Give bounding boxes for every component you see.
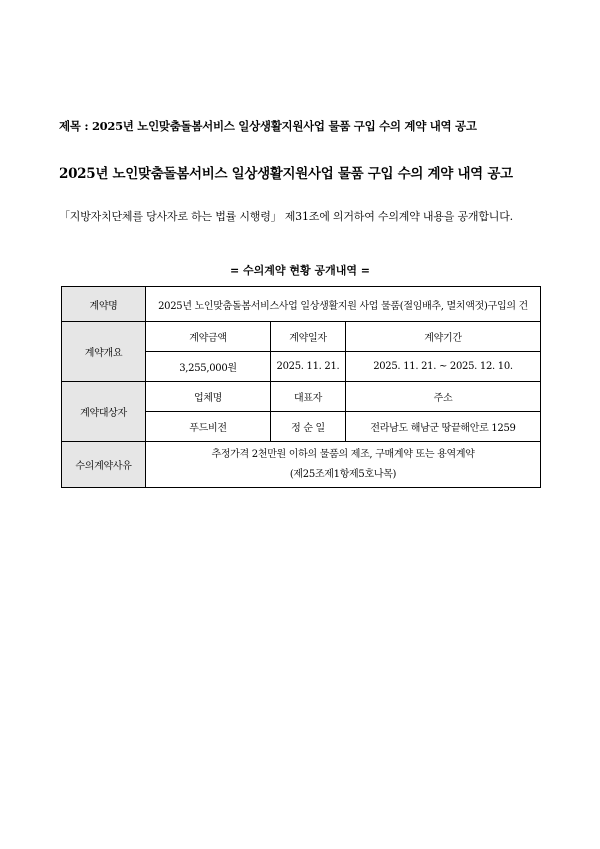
contract-disclosure-table — [61, 286, 541, 488]
reason-cell — [146, 442, 541, 488]
contract-name-label: 계약명 — [62, 287, 146, 322]
reason-label: 수의계약사유 — [62, 442, 146, 488]
address-header: 주소 — [346, 382, 541, 412]
reason-line-1: 추정가격 2천만원 이하의 물품의 제조, 구매계약 또는 용역계약 — [211, 448, 475, 460]
table-caption: = 수의계약 현황 공개내역 = — [229, 264, 370, 277]
address-value: 전라남도 해남군 땅끝해안로 1259 — [346, 412, 541, 442]
contract-period-value: 2025. 11. 21. ~ 2025. 12. 10. — [346, 352, 541, 382]
contract-name-value: 2025년 노인맞춤돌봄서비스사업 일상생활지원 사업 물품(절임배추, 멸치액젓)구입의 건 — [146, 287, 541, 322]
company-name-header: 업체명 — [146, 382, 271, 412]
company-name-value: 푸드비전 — [146, 412, 271, 442]
party-header-row — [62, 382, 541, 412]
notice-subject: 제목 : 2025년 노인맞춤돌봄서비스 일상생활지원사업 물품 구입 수의 계약 내역 공고 — [59, 119, 477, 133]
overview-label: 계약개요 — [62, 322, 146, 382]
party-label: 계약대상자 — [62, 382, 146, 442]
reason-line-2: (제25조제1항제5호나목) — [289, 468, 397, 480]
intro-paragraph: 「지방자치단체를 당사자로 하는 법률 시행령」 제31조에 의거하여 수의계약 내용을 공개합니다. — [59, 210, 513, 223]
contract-amount-value: 3,255,000원 — [146, 352, 271, 382]
overview-header-row — [62, 322, 541, 352]
representative-header: 대표자 — [271, 382, 346, 412]
contract-amount-header: 계약금액 — [146, 322, 271, 352]
contract-date-header: 계약일자 — [271, 322, 346, 352]
representative-value: 정 순 일 — [271, 412, 346, 442]
contract-name-row — [62, 287, 541, 322]
notice-title: 2025년 노인맞춤돌봄서비스 일상생활지원사업 물품 구입 수의 계약 내역 공고 — [59, 166, 513, 182]
contract-date-value: 2025. 11. 21. — [271, 352, 346, 382]
reason-row — [62, 442, 541, 488]
contract-period-header: 계약기간 — [346, 322, 541, 352]
